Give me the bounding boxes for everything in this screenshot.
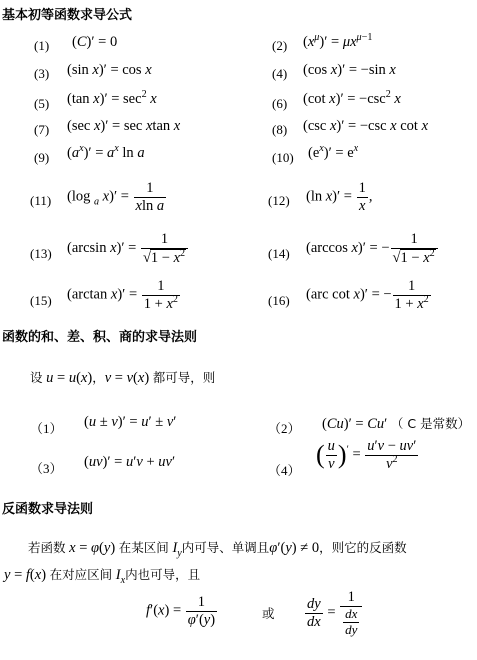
- formula-number: (15): [30, 293, 52, 308]
- rule-2: (Cu)′ = Cu′ （ C 是常数）: [322, 416, 471, 432]
- formula-number: (1): [34, 38, 50, 53]
- formula-11: (log $_a$ x)′ = $\frac{1}{\text{xln a}}$: [67, 180, 165, 214]
- assume-text: 设: [30, 370, 43, 385]
- formula-number: (3): [34, 66, 50, 81]
- if-func-text: 若函数: [28, 540, 66, 555]
- formula-number: (10): [272, 150, 294, 165]
- comma-text: ，: [92, 370, 105, 385]
- formula-number: (11): [30, 193, 52, 208]
- corr-text: 在对应区间: [49, 567, 113, 582]
- rule-number: （3）: [30, 461, 63, 476]
- formula-5: (tan $x)' = \sec^2 x$: [67, 89, 157, 107]
- formula-15: (arctan x)′ = $\frac{1}{1 + x^2}$: [67, 278, 178, 312]
- formula-7: (sec x)′ = sec xtan x: [67, 118, 181, 134]
- formula-9: $(a^x)' = a^x$ ln a: [67, 143, 145, 161]
- formula-number: (6): [272, 96, 288, 111]
- inverse-line-1: 若函数 x = φ(y) 在某区间 $I_y$内可导、单调且φ′(y) ≠ 0，则它的反函数: [28, 540, 407, 559]
- rule-number: （2）: [268, 421, 301, 436]
- formula-8: (csc x)′ = −csc x cot x: [303, 118, 428, 134]
- or-text: 或: [262, 606, 275, 621]
- formula-number: (14): [268, 246, 290, 261]
- inverse-formula-1: f′(x) = $\frac{1}{\varphi'(y)}$: [146, 594, 216, 628]
- both-diff-text: 都可导，则: [152, 370, 216, 385]
- then-inv-text: ，则它的反函数: [319, 540, 407, 555]
- assumption-line: 设 u = u(x)，v = v(x) 都可导，则: [30, 370, 216, 386]
- formula-number: (12): [268, 193, 290, 208]
- formula-number: (2): [272, 38, 288, 53]
- rule-number: （1）: [30, 421, 63, 436]
- formula-1: (C)′ = 0: [72, 34, 118, 50]
- rule-1: (u ± v)′ = u′ ± v′: [84, 414, 177, 430]
- formula-4: (cos x)′ = −sin x: [303, 62, 396, 78]
- formula-6: (cot $x)' = -\csc^2$ x: [303, 89, 401, 107]
- heading-basic-derivatives: 基本初等函数求导公式: [2, 8, 133, 23]
- rule-number: （4）: [268, 463, 301, 478]
- formula-10: $(e^x)' = e^x$: [308, 143, 359, 161]
- formula-16: (arc cot x)′ = − $\frac{1}{1 + x^2}$: [306, 278, 429, 312]
- rule-4: ( $\frac{u}{v}$ )′ = $\frac{u'v - uv'}{v^2}$: [316, 438, 417, 472]
- mono-text: 内可导、单调且: [181, 540, 270, 555]
- formula-number: (4): [272, 66, 288, 81]
- rule-3: (uv)′ = u′v + uv′: [84, 454, 176, 470]
- c-const-note: （ C 是常数）: [390, 416, 471, 431]
- formula-14: (arccos x)′ = − $\frac{1}{√1 - x^2}$: [306, 231, 439, 266]
- formula-number: (8): [272, 122, 288, 137]
- formula-12: (ln x)′ = $\frac{1}{x}$ ,: [306, 180, 373, 214]
- inverse-formula-2: $\frac{dy}{dx}$ = $\frac{1}{\frac{dx}{dy}}$: [304, 589, 363, 638]
- formula-number: (5): [34, 96, 50, 111]
- inverse-line-2: y = f(x) 在对应区间 $I_x$内也可导，且: [4, 567, 201, 586]
- formula-number: (16): [268, 293, 290, 308]
- formula-number: (9): [34, 150, 50, 165]
- formula-3: (sin x)′ = cos x: [67, 62, 152, 78]
- formula-number: (13): [30, 246, 52, 261]
- in-interval-text: 在某区间: [118, 540, 169, 555]
- formula-number: (7): [34, 122, 50, 137]
- also-text: 内也可导，且: [125, 567, 201, 582]
- heading-arithmetic-rules: 函数的和、差、积、商的求导法则: [2, 330, 198, 345]
- formula-2: $(x^\mu)' = \mu x^{\mu-1}$: [303, 32, 373, 50]
- heading-inverse-rule: 反函数求导法则: [2, 502, 94, 517]
- formula-13: (arcsin x)′ = $\frac{1}{√1 - x^2}$: [67, 231, 189, 266]
